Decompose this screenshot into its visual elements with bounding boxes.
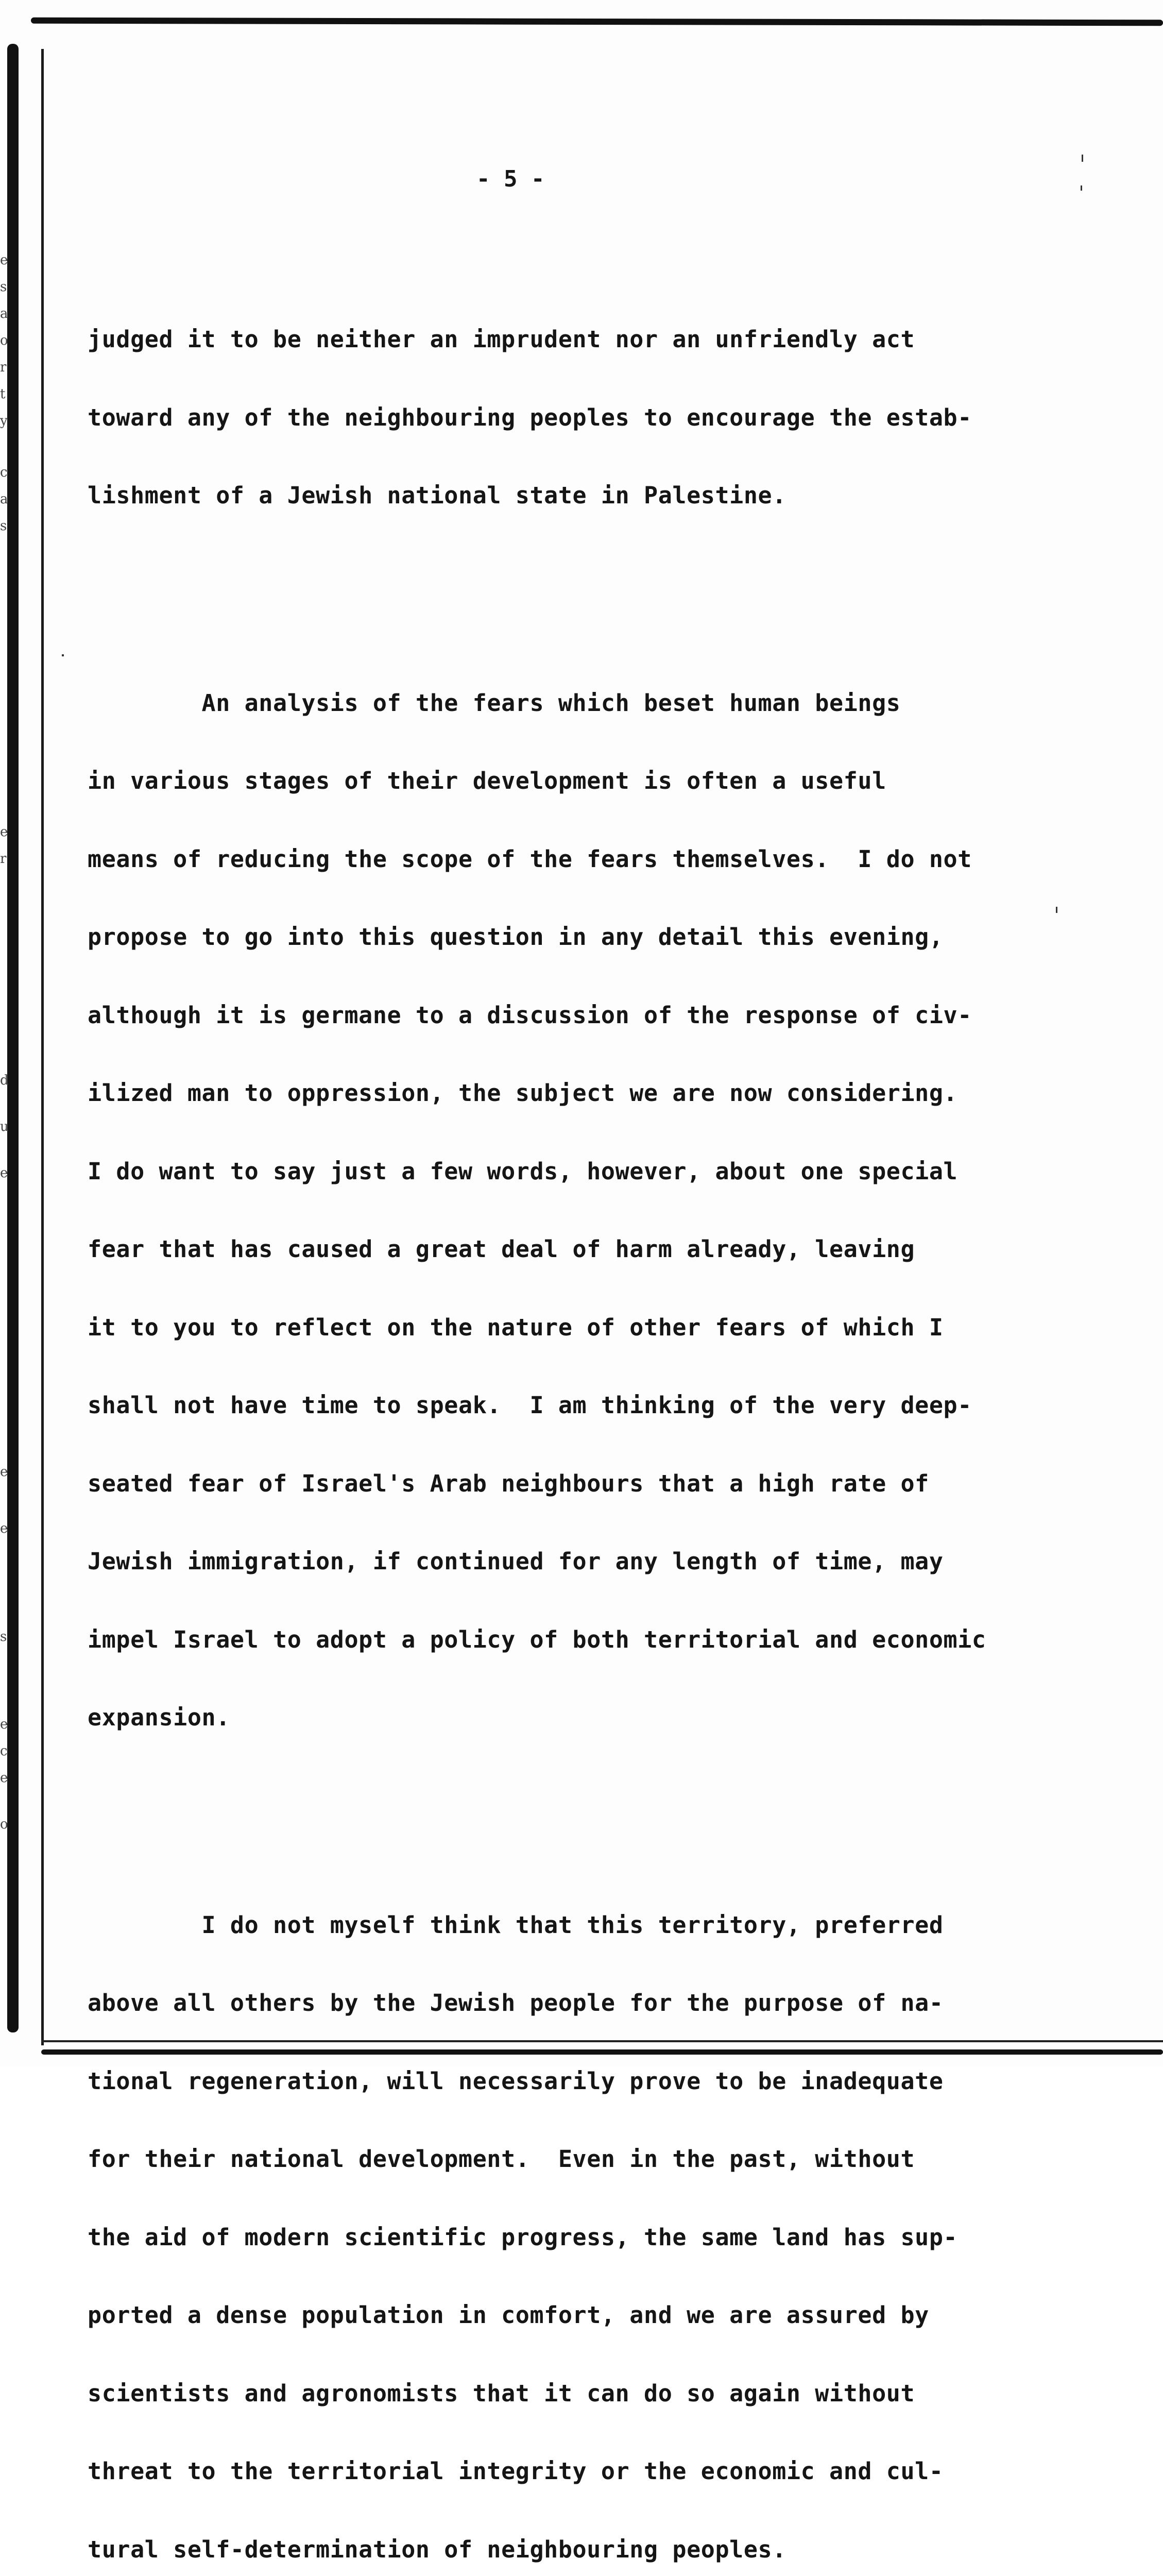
margin-fragment: c: [0, 465, 21, 480]
margin-fragment: s: [0, 279, 21, 295]
text-line: toward any of the neighbouring peoples to encourage the estab-: [88, 405, 1118, 431]
margin-fragment: r: [0, 360, 21, 375]
margin-fragment: r: [0, 851, 21, 867]
margin-fragments-lower: [0, 824, 21, 1832]
text-line: lishment of a Jewish national state in Palestine.: [88, 483, 1118, 509]
text-line: ilized man to oppression, the subject we are now considering.: [88, 1080, 1118, 1107]
text-line: scientists and agronomists that it can do so again without: [88, 2381, 1118, 2407]
document-body: [88, 223, 1118, 2576]
text-line: propose to go into this question in any detail this evening,: [88, 924, 1118, 951]
text-line: for their national development. Even in the past, without: [88, 2146, 1118, 2173]
text-line: I do want to say just a few words, however, about one special: [88, 1159, 1118, 1185]
margin-fragment: s: [0, 518, 21, 534]
scan-border-top: [31, 18, 1163, 26]
text-line: threat to the territorial integrity or the economic and cul-: [88, 2459, 1118, 2485]
text-line: tural self-determination of neighbouring peoples.: [88, 2537, 1118, 2563]
margin-fragment: e: [0, 252, 21, 268]
margin-fragment: u: [0, 1119, 21, 1134]
margin-fragment: e: [0, 824, 21, 840]
margin-fragment: a: [0, 492, 21, 507]
text-line: An analysis of the fears which beset human beings: [88, 690, 1118, 717]
text-line: means of reducing the scope of the fears themselves. I do not: [88, 846, 1118, 873]
margin-fragment: o: [0, 333, 21, 348]
paragraph: [88, 638, 1118, 1783]
margin-fragment: e: [0, 1717, 21, 1732]
margin-fragment: a: [0, 306, 21, 321]
margin-fragment: e: [0, 1770, 21, 1786]
text-line: impel Israel to adopt a policy of both territorial and economic: [88, 1627, 1118, 1653]
text-line: shall not have time to speak. I am thinking of the very deep-: [88, 1393, 1118, 1419]
paragraph: [88, 275, 1118, 561]
page-number: - 5 -: [476, 166, 544, 192]
paragraph: [88, 1860, 1118, 2576]
scan-speck: [1082, 155, 1083, 162]
text-line: although it is germane to a discussion of the response of civ-: [88, 1003, 1118, 1029]
margin-fragments: [0, 252, 21, 534]
scan-speck: [62, 654, 64, 656]
margin-fragment: c: [0, 1743, 21, 1759]
text-line: expansion.: [88, 1705, 1118, 1731]
margin-fragment: o: [0, 1817, 21, 1832]
margin-fragment: e: [0, 1165, 21, 1181]
text-line: fear that has caused a great deal of harm already, leaving: [88, 1236, 1118, 1263]
text-line: in various stages of their development is often a useful: [88, 768, 1118, 794]
text-line: seated fear of Israel's Arab neighbours that a high rate of: [88, 1471, 1118, 1497]
margin-fragment: d: [0, 1073, 21, 1088]
text-line: tional regeneration, will necessarily prove to be inadequate: [88, 2069, 1118, 2095]
margin-fragment: s: [0, 1629, 21, 1645]
text-line: it to you to reflect on the nature of other fears of which I: [88, 1315, 1118, 1341]
margin-fragment: e: [0, 1521, 21, 1536]
text-line: judged it to be neither an imprudent nor an unfriendly act: [88, 327, 1118, 353]
text-line: Jewish immigration, if continued for any length of time, may: [88, 1549, 1118, 1575]
text-line: the aid of modern scientific progress, the same land has sup-: [88, 2225, 1118, 2251]
margin-fragment: e: [0, 1464, 21, 1480]
margin-fragment: t: [0, 386, 21, 402]
text-line: ported a dense population in comfort, and we are assured by: [88, 2302, 1118, 2329]
scan-speck: [1081, 185, 1082, 191]
margin-fragment: y: [0, 413, 21, 429]
text-line: I do not myself think that this territory, preferred: [88, 1912, 1118, 1939]
scan-border-left: [41, 49, 44, 2045]
text-line: above all others by the Jewish people for the purpose of na-: [88, 1990, 1118, 2016]
